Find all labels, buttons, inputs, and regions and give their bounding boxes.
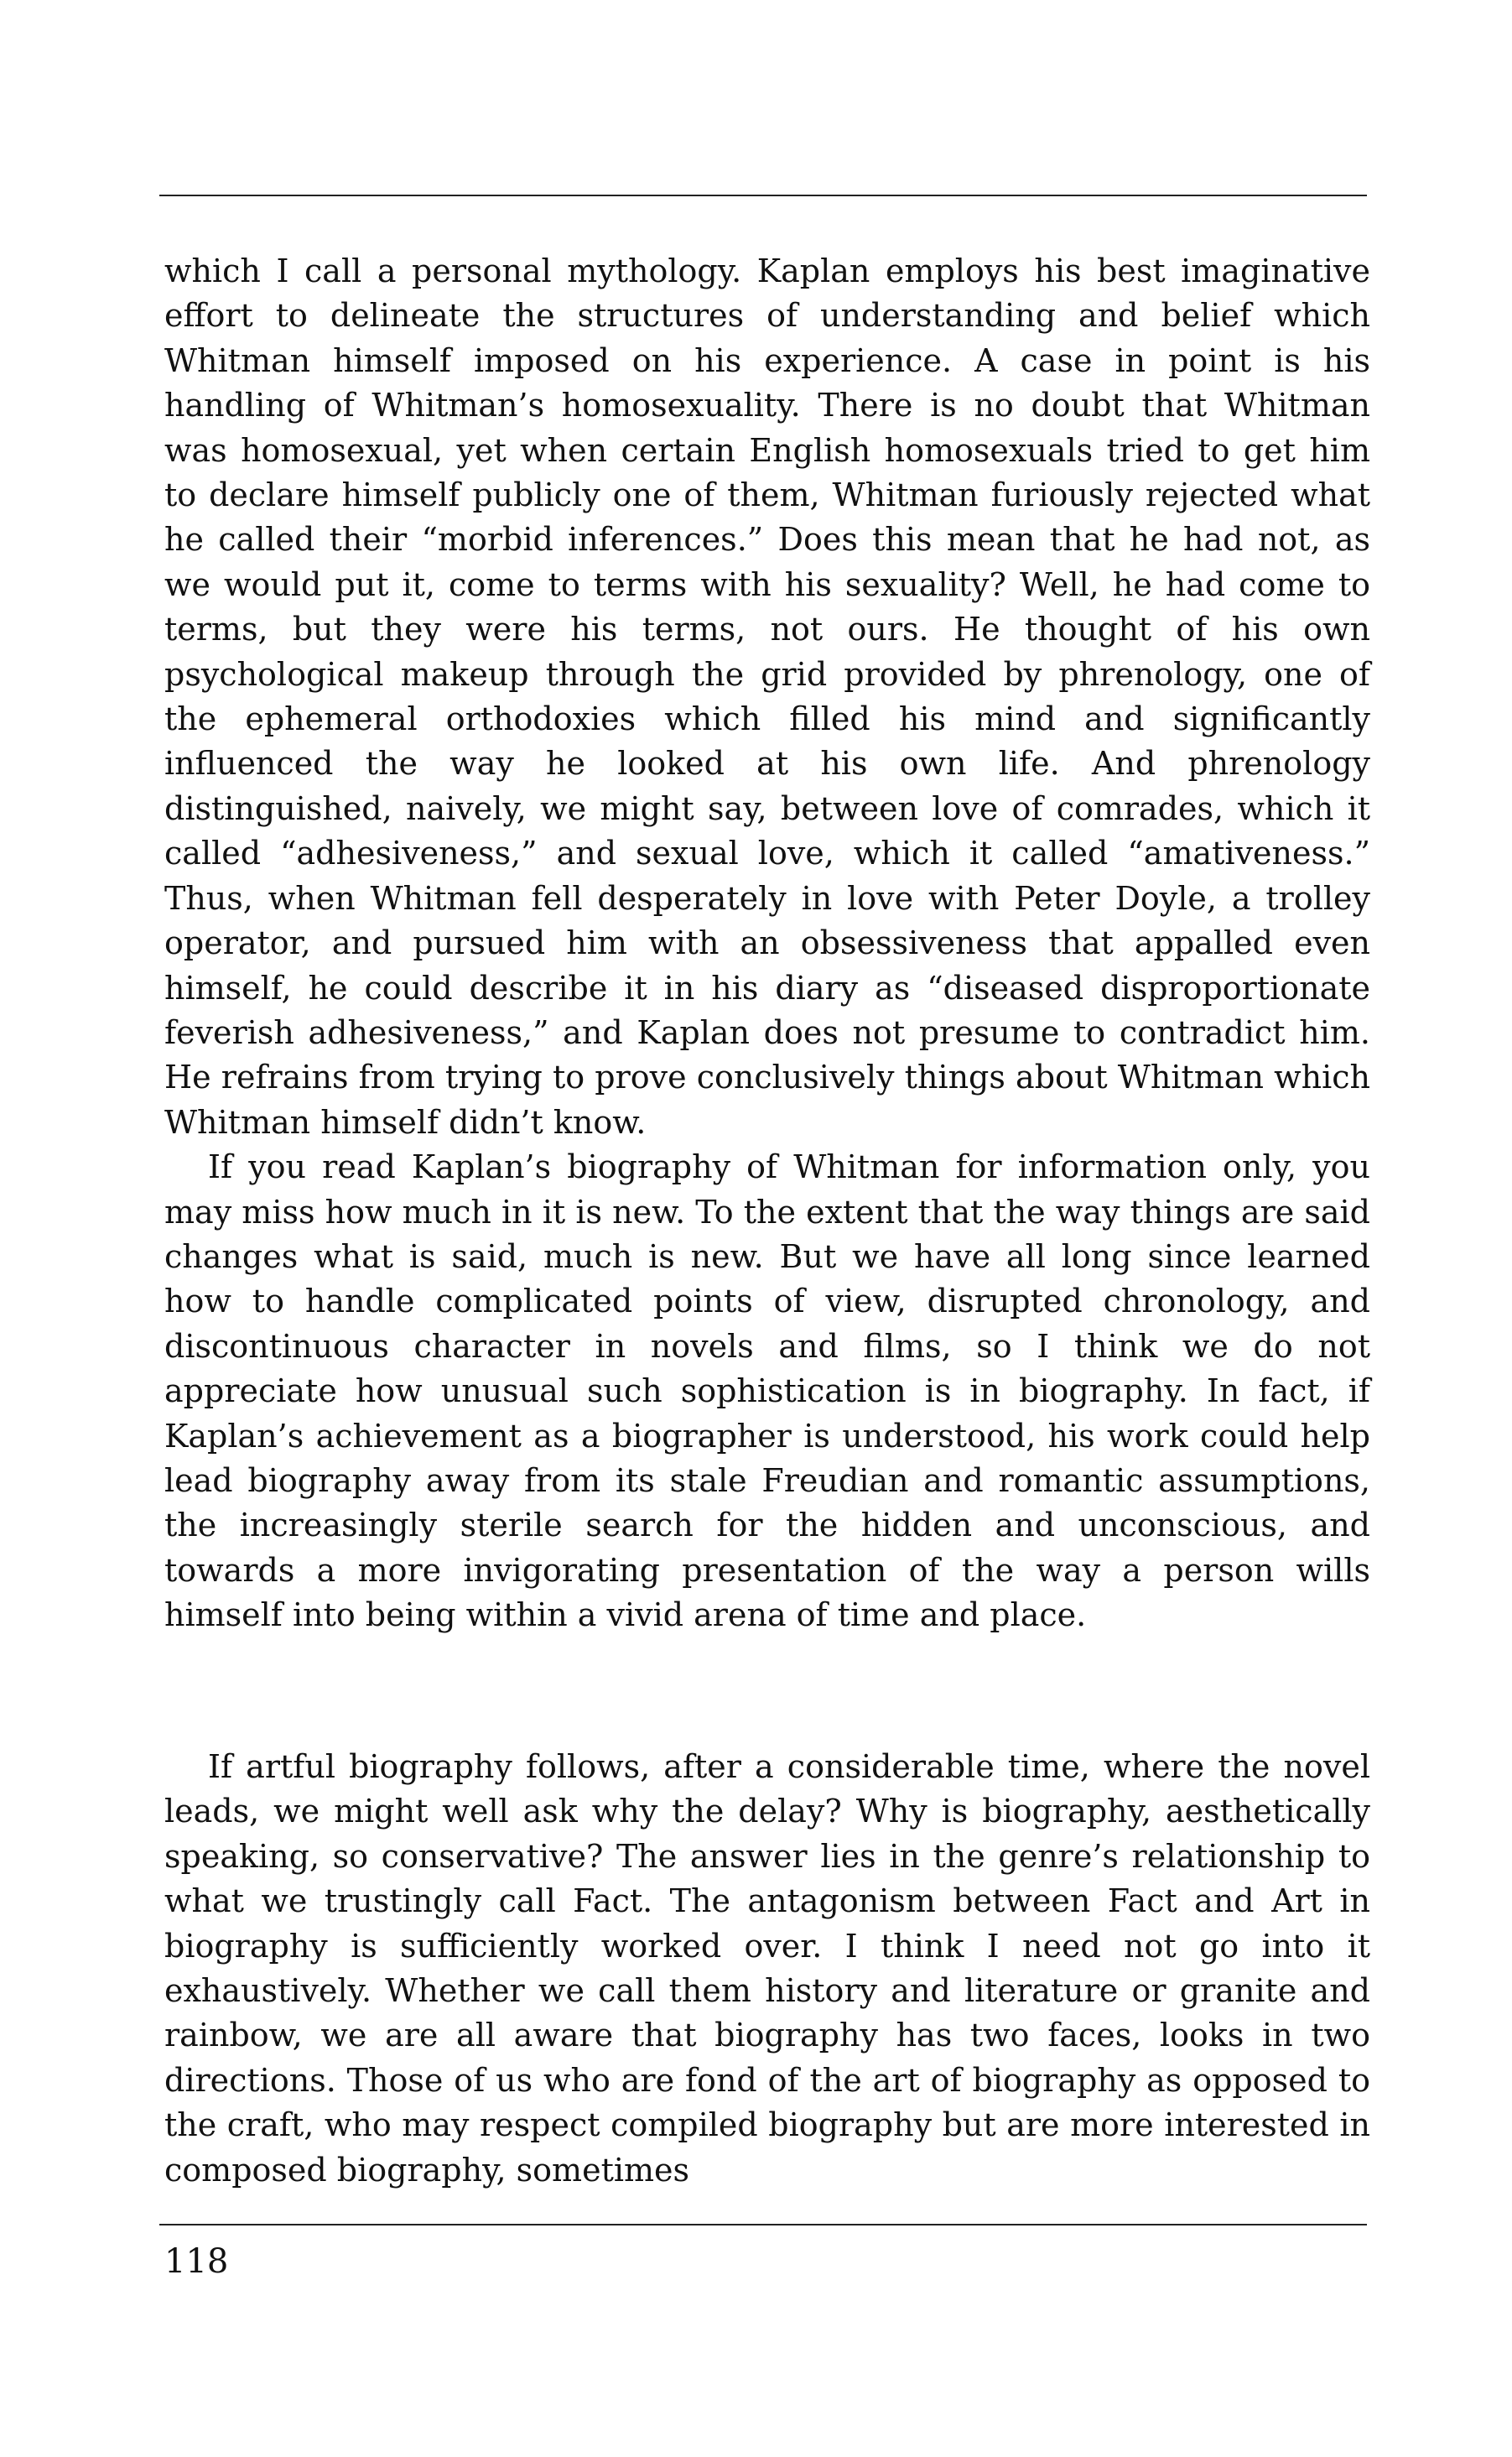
paragraph-artful-biography: If artful biography follows, after a considerable time, where the novel leads, we might well ask why the delay? Why is biography, aesthetically speaking, so conservative? The answer lies in the genre’s relationship to what we trustingly call Fact. The antagonism between Fact and Art in biography is sufficiently worked over. I think I need not go into it exhaustively. Whether we call them history and literature or granite and rainbow, we are all aware that biography has two faces, looks in two directions. Those of us who are fond of the art of biography as opposed to the craft, who may respect compiled biography but are more interested in composed biography, sometimes bbox=[164, 1748, 1370, 2189]
bottom-rule bbox=[159, 2224, 1367, 2225]
body-text-section-1 bbox=[164, 249, 1370, 1638]
paragraph-kaplan-biography: If you read Kaplan’s biography of Whitman for information only, you may miss how much in it is new. To the extent that the way things are said changes what is said, much is new. But we have all long since learned how to handle complicated points of view, disrupted chronology, and discontinuous character in novels and films, so I think we do not appreciate how unusual such sophistication is in biography. In fact, if Kaplan’s achievement as a biographer is understood, his work could help lead biography away from its stale Freudian and romantic assumptions, the increasingly sterile search for the hidden and unconscious, and towards a more invigorating presentation of the way a person wills himself into being within a vivid arena of time and place. bbox=[164, 1148, 1370, 1634]
paragraph-continued: which I call a personal mythology. Kaplan employs his best imaginative effort to delineate the structures of understanding and belief which Whitman himself imposed on his experience. A case in point is his handling of Whitman’s homosexuality. There is no doubt that Whitman was homosexual, yet when certain English homosexuals tried to get him to declare himself publicly one of them, Whitman furiously rejected what he called their “morbid inferences.” Does this mean that he had not, as we would put it, come to terms with his sexuality? Well, he had come to terms, but they were his terms, not ours. He thought of his own psychological makeup through the grid provided by phrenology, one of the ephemeral orthodoxies which filled his mind and significantly influenced the way he looked at his own life. And phrenology distinguished, naively, we might say, between love of comrades, which it called “adhesiveness,” and sexual love, which it called “amativeness.” Thus, when Whitman fell desperately in love with Peter Doyle, a trolley operator, and pursued him with an obsessiveness that appalled even himself, he could describe it in his diary as “diseased disproportionate feverish adhesiveness,” and Kaplan does not presume to contradict him. He refrains from trying to prove conclusively things about Whitman which Whitman himself didn’t know. bbox=[164, 252, 1370, 1141]
top-rule bbox=[159, 195, 1367, 196]
page-number: 118 bbox=[164, 2242, 229, 2281]
body-text-section-2 bbox=[164, 1745, 1370, 2193]
